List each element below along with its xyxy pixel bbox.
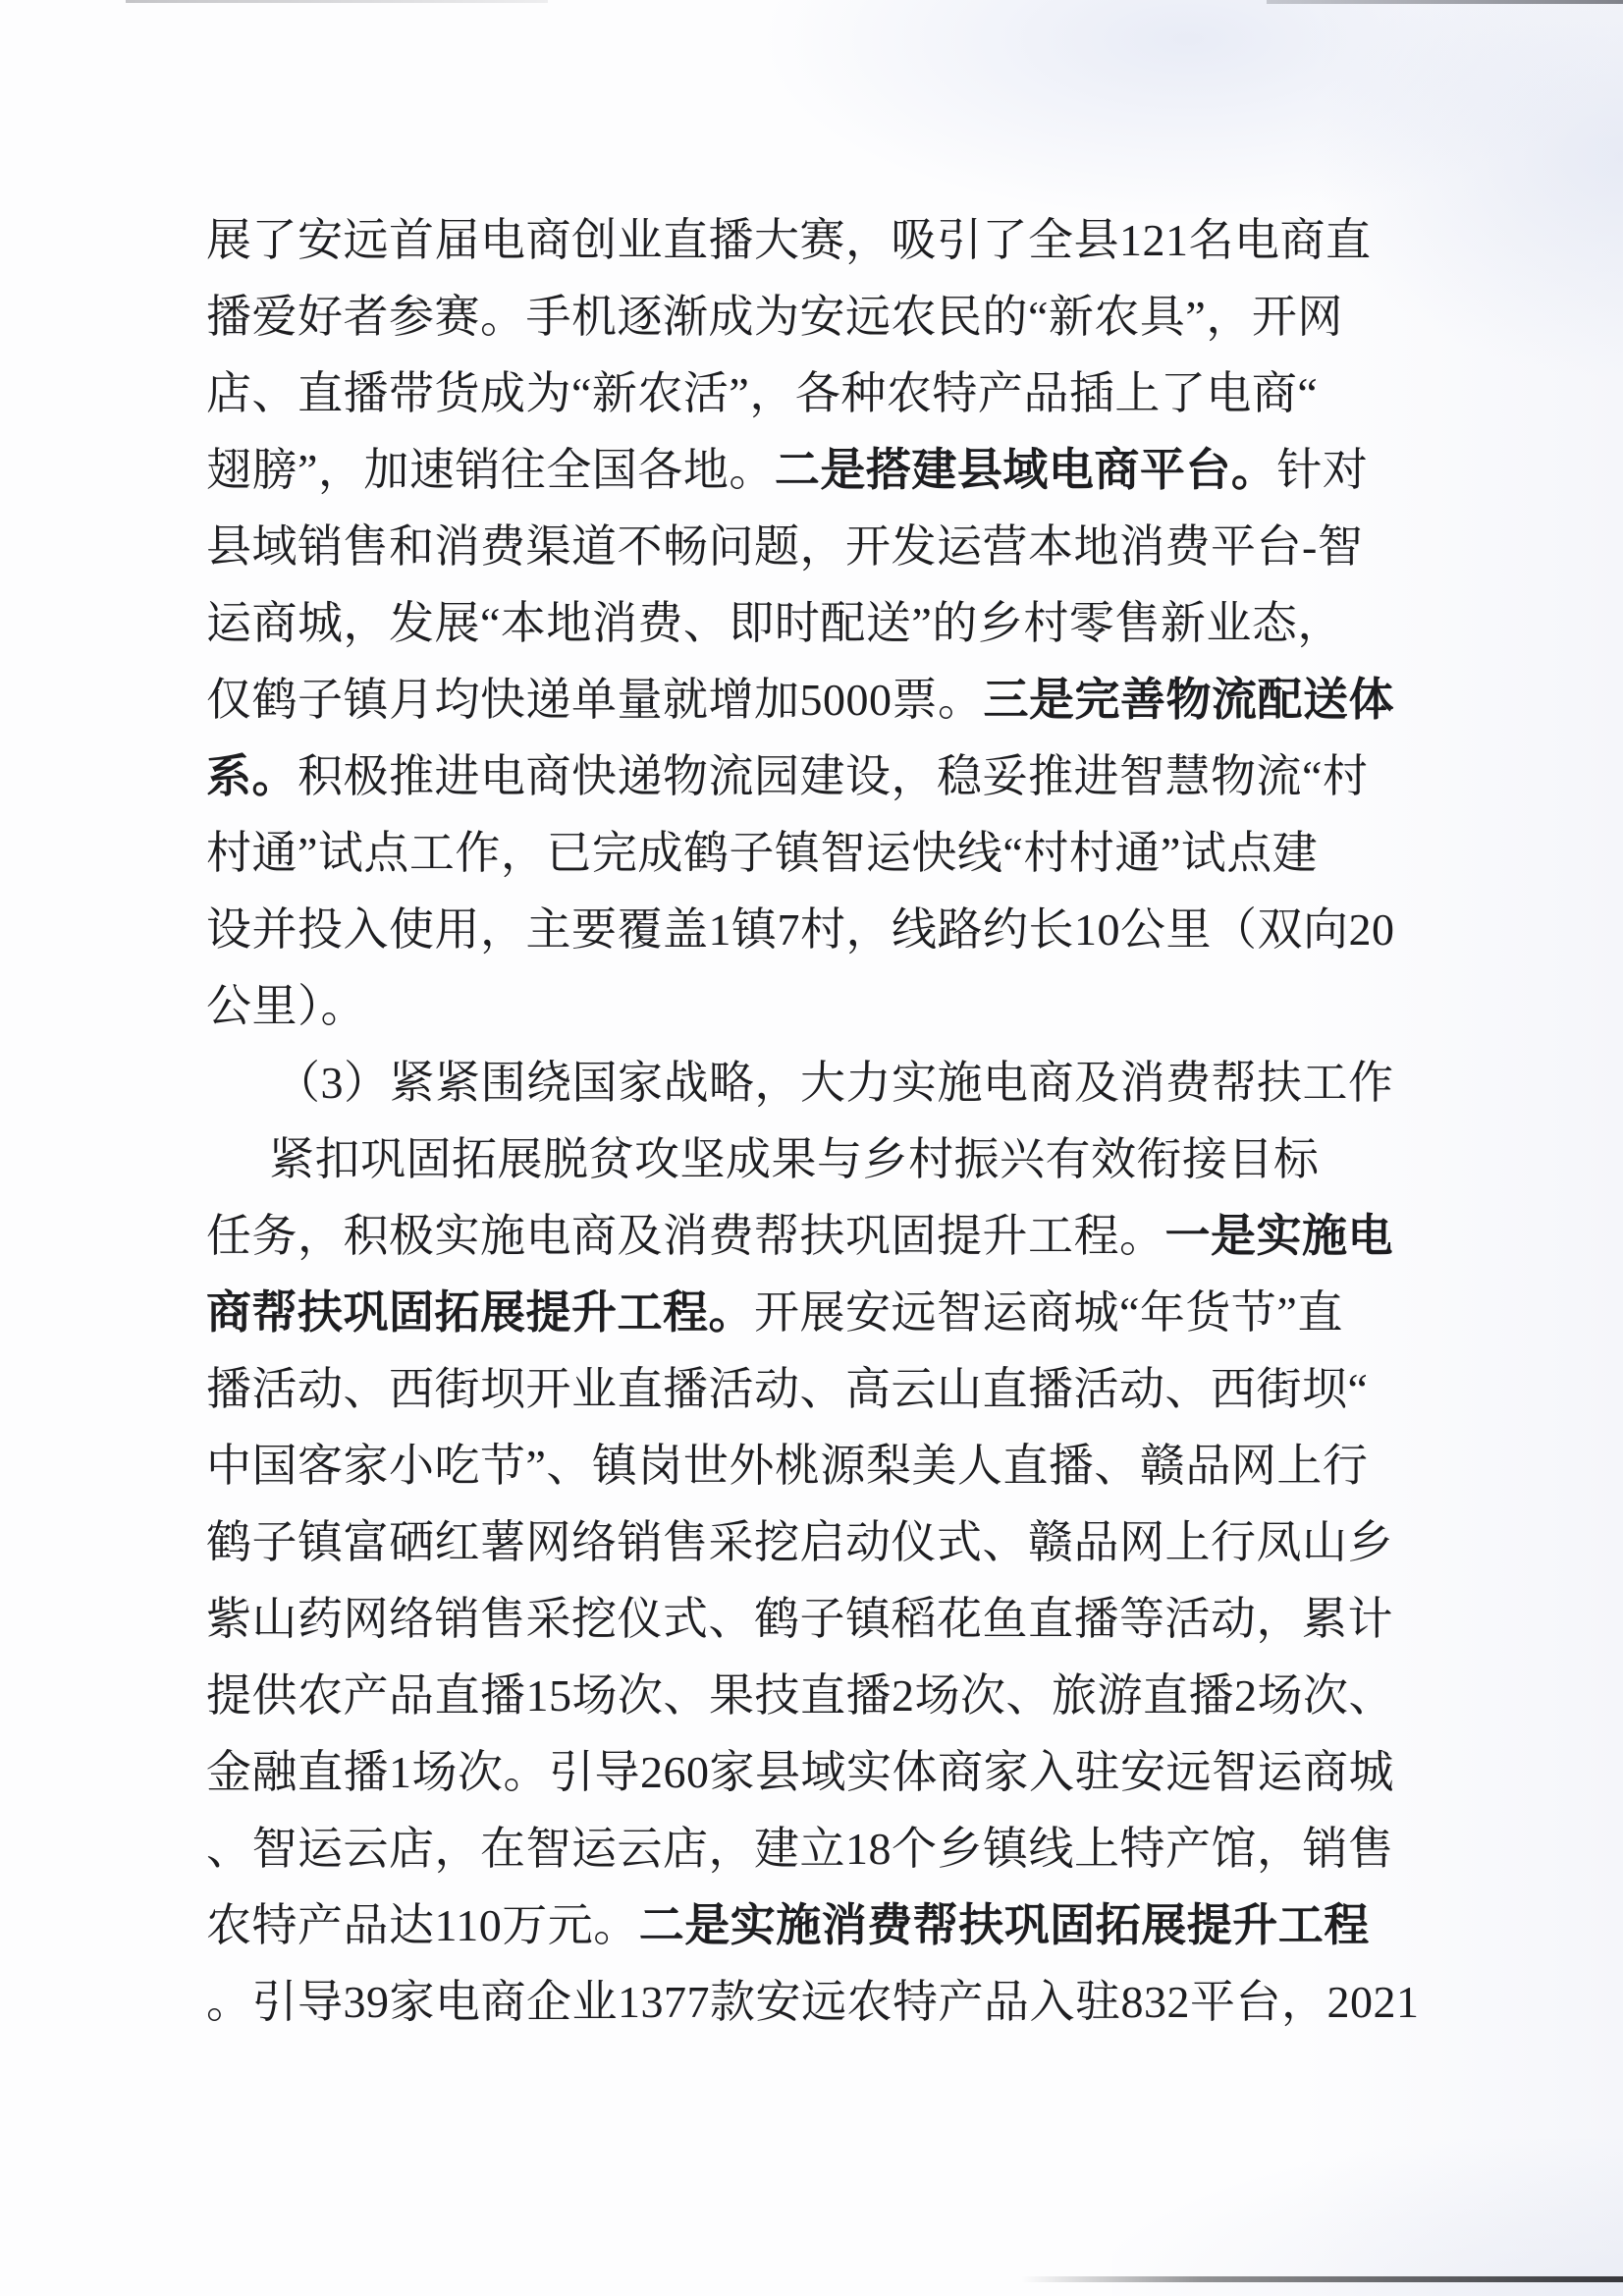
text-line bbox=[206, 892, 1394, 968]
scan-edge-artifact-top-right bbox=[1267, 0, 1623, 4]
text-run: 店、直播带货成为“新农活”，各种农特产品插上了电商“ bbox=[206, 368, 1319, 418]
text-line bbox=[206, 1964, 1420, 2041]
text-line bbox=[206, 1198, 1394, 1275]
text-line bbox=[206, 585, 1394, 662]
text-run: 县域销售和消费渠道不畅问题，开发运营本地消费平台-智 bbox=[206, 521, 1364, 572]
scan-shading-bottom-right bbox=[1112, 2139, 1623, 2296]
text-line bbox=[206, 202, 1394, 279]
text-run: 紧扣巩固拓展脱贫攻坚成果与乡村振兴有效衔接目标 bbox=[269, 1134, 1320, 1184]
text-run: 仅鹤子镇月均快递单量就增加5000票。 bbox=[206, 675, 984, 725]
text-run: 中国客家小吃节”、镇岗世外桃源梨美人直播、赣品网上行 bbox=[206, 1441, 1369, 1491]
text-line bbox=[206, 355, 1394, 432]
text-line bbox=[206, 1428, 1394, 1504]
text-run: 翅膀”，加速销往全国各地。 bbox=[206, 445, 775, 495]
text-line bbox=[206, 509, 1394, 585]
text-run: 播爱好者参赛。手机逐渐成为安远农民的“新农具”，开网 bbox=[206, 292, 1343, 342]
text-run-bold: 三是完善物流配送体 bbox=[983, 675, 1394, 725]
text-run: 村通”试点工作，已完成鹤子镇智运快线“村村通”试点建 bbox=[206, 828, 1319, 878]
text-line bbox=[206, 815, 1394, 892]
text-line bbox=[206, 1811, 1394, 1887]
text-run: 针对 bbox=[1276, 445, 1369, 495]
document-text-block bbox=[206, 202, 1420, 2041]
text-line bbox=[206, 279, 1394, 355]
text-run: （3）紧紧围绕国家战略，大力实施电商及消费帮扶工作 bbox=[275, 1058, 1394, 1108]
text-line bbox=[206, 1581, 1394, 1658]
text-run: 金融直播1场次。引导260家县域实体商家入驻安远智运商城 bbox=[206, 1747, 1394, 1797]
text-run: 公里）。 bbox=[206, 981, 366, 1031]
text-run: 农特产品达110万元。 bbox=[206, 1900, 639, 1950]
text-run: 紫山药网络销售采挖仪式、鹤子镇稻花鱼直播等活动，累计 bbox=[206, 1594, 1393, 1644]
text-line bbox=[206, 432, 1394, 509]
text-run: 开展安远智运商城“年货节”直 bbox=[754, 1287, 1343, 1338]
text-run: 提供农产品直播15场次、果技直播2场次、旅游直播2场次、 bbox=[206, 1670, 1394, 1721]
text-run: 。引导39家电商企业1377款安远农特产品入驻832平台，2021 bbox=[206, 1977, 1420, 2027]
text-run: 任务，积极实施电商及消费帮扶巩固提升工程。 bbox=[206, 1211, 1165, 1261]
text-run: 设并投入使用，主要覆盖1镇7村，线路约长10公里（双向20 bbox=[206, 904, 1395, 955]
text-run-bold: 二是实施消费帮扶巩固拓展提升工程 bbox=[638, 1900, 1370, 1950]
text-line bbox=[206, 968, 1394, 1045]
text-line bbox=[206, 1121, 1394, 1198]
scan-edge-artifact-bottom bbox=[1021, 2276, 1623, 2282]
text-run-bold: 二是搭建县域电商平台。 bbox=[774, 445, 1277, 495]
text-line bbox=[206, 1734, 1394, 1811]
text-run: 展了安远首届电商创业直播大赛，吸引了全县121名电商直 bbox=[206, 215, 1372, 265]
text-run: 运商城，发展“本地消费、即时配送”的乡村零售新业态， bbox=[206, 598, 1343, 648]
scan-edge-artifact-top-left bbox=[126, 0, 548, 3]
text-run-bold: 一是实施电 bbox=[1164, 1211, 1393, 1261]
text-line bbox=[206, 1275, 1394, 1351]
text-run: 播活动、西街坝开业直播活动、高云山直播活动、西街坝“ bbox=[206, 1364, 1369, 1414]
text-run-bold: 系。 bbox=[206, 751, 298, 801]
text-line bbox=[206, 1504, 1394, 1581]
text-run-bold: 商帮扶巩固拓展提升工程。 bbox=[206, 1287, 754, 1338]
text-line bbox=[206, 1658, 1394, 1734]
text-line bbox=[206, 1887, 1394, 1964]
text-run: 、智运云店，在智运云店，建立18个乡镇线上特产馆，销售 bbox=[206, 1824, 1394, 1874]
text-line bbox=[206, 1045, 1394, 1121]
text-run: 积极推进电商快递物流园建设，稳妥推进智慧物流“村 bbox=[298, 751, 1369, 801]
text-line bbox=[206, 738, 1394, 815]
text-run: 鹤子镇富硒红薯网络销售采挖启动仪式、赣品网上行凤山乡 bbox=[206, 1517, 1393, 1567]
text-line bbox=[206, 662, 1394, 738]
text-line bbox=[206, 1351, 1394, 1428]
